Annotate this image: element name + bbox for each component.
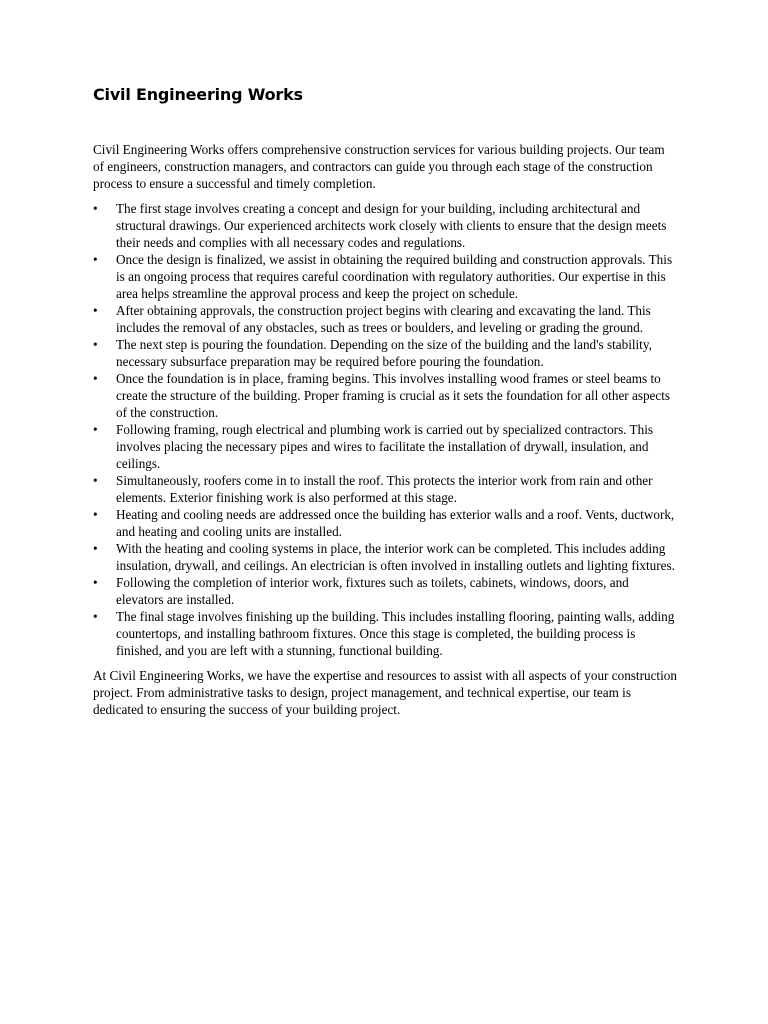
- list-item: [93, 302, 678, 336]
- list-item-text: Following framing, rough electrical and plumbing work is carried out by specialized contractors. This involves placing the necessary pipes and wires to facilitate the installation of drywall, insulation, and ceilings.: [116, 422, 654, 471]
- bullet-icon: •: [93, 371, 98, 386]
- list-item: [93, 574, 678, 608]
- list-item-text: With the heating and cooling systems in place, the interior work can be completed. This includes adding insulation, drywall, and ceilings. An electrician is often involved in installing outlets and lighting fixtures.: [116, 541, 675, 573]
- list-item-text: Once the foundation is in place, framing begins. This involves installing wood frames or steel beams to create the structure of the building. Proper framing is crucial as it sets the foundation for all other aspects of the construction.: [116, 371, 671, 420]
- list-item-text: The next step is pouring the foundation. Depending on the size of the building and the land's stability, necessary subsurface preparation may be required before pouring the foundation.: [116, 337, 652, 369]
- document-content: [93, 84, 678, 718]
- bullet-icon: •: [93, 201, 98, 216]
- list-item-text: Once the design is finalized, we assist in obtaining the required building and construction approvals. This is an ongoing process that requires careful coordination with regulatory authorities. Our expertise in this area helps streamline the approval process and keep the project on schedule.: [116, 252, 673, 301]
- bullet-icon: •: [93, 303, 98, 318]
- bullet-icon: •: [93, 337, 98, 352]
- list-item-text: Heating and cooling needs are addressed once the building has exterior walls and a roof. Vents, ductwork, and heating and cooling units are installed.: [116, 507, 675, 539]
- intro-paragraph: Civil Engineering Works offers comprehensive construction services for various building projects. Our team of engineers, construction managers, and contractors can guide you through each stage of the construction process to ensure a successful and timely completion.: [93, 142, 665, 191]
- list-item: [93, 472, 678, 506]
- bullet-icon: •: [93, 609, 98, 624]
- list-item: [93, 336, 678, 370]
- bullet-icon: •: [93, 541, 98, 556]
- bullet-icon: •: [93, 473, 98, 488]
- list-item: [93, 421, 678, 472]
- list-item: [93, 370, 678, 421]
- bullet-icon: •: [93, 422, 98, 437]
- construction-steps-list: [93, 200, 678, 659]
- list-item: [93, 200, 678, 251]
- list-item: [93, 251, 678, 302]
- list-item-text: Following the completion of interior work, fixtures such as toilets, cabinets, windows, doors, and elevators are installed.: [116, 575, 629, 607]
- document-title: Civil Engineering Works: [93, 85, 303, 104]
- list-item-text: Simultaneously, roofers come in to install the roof. This protects the interior work from rain and other elements. Exterior finishing work is also performed at this stage.: [116, 473, 653, 505]
- bullet-icon: •: [93, 507, 98, 522]
- bullet-icon: •: [93, 575, 98, 590]
- list-item: [93, 506, 678, 540]
- closing-paragraph: At Civil Engineering Works, we have the expertise and resources to assist with all aspects of your construction project. From administrative tasks to design, project management, and technical expertise, our team is dedicated to ensuring the success of your building project.: [93, 668, 677, 717]
- list-item: [93, 608, 678, 659]
- list-item: [93, 540, 678, 574]
- list-item-text: After obtaining approvals, the construction project begins with clearing and excavating the land. This includes the removal of any obstacles, such as trees or boulders, and leveling or grading the ground.: [116, 303, 651, 335]
- list-item-text: The final stage involves finishing up the building. This includes installing flooring, painting walls, adding countertops, and installing bathroom fixtures. Once this stage is completed, the building process is finished, and you are left with a stunning, functional building.: [116, 609, 675, 658]
- bullet-icon: •: [93, 252, 98, 267]
- list-item-text: The first stage involves creating a concept and design for your building, including architectural and structural drawings. Our experienced architects work closely with clients to ensure that the design meets their needs and complies with all necessary codes and regulations.: [116, 201, 667, 250]
